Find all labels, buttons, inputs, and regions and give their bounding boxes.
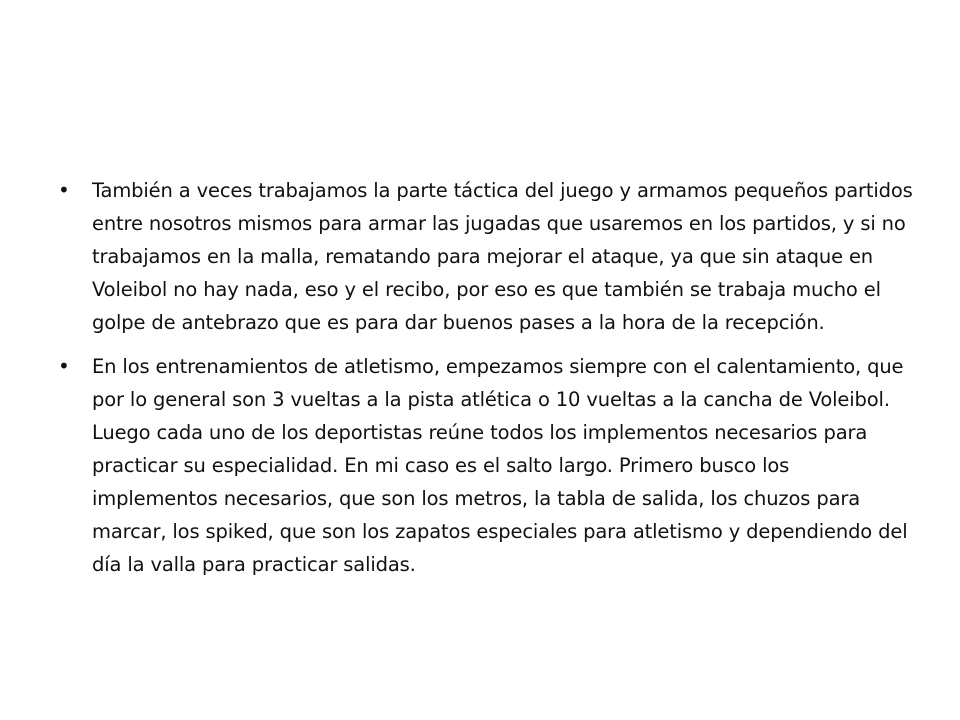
bullet-dot-icon: • <box>58 354 70 378</box>
bullet-text-athletics: En los entrenamientos de atletismo, empezamos siempre con el calentamiento, que por lo general son 3 vueltas a la pista atlética o 10 vueltas a la cancha de Voleibol. Luego cada uno de los deportistas reúne todos los implementos necesarios para practicar su especialidad. En mi caso es el salto largo. Primero busco los implementos necesarios, que son los metros, la tabla de salida, los chuzos para marcar, los spiked, que son los zapatos especiales para atletismo y dependiendo del día la valla para practicar salidas. <box>92 355 908 576</box>
bullet-item-tactics <box>58 174 916 339</box>
bullet-list <box>58 174 916 592</box>
bullet-item-athletics <box>58 350 916 581</box>
bullet-text-tactics: También a veces trabajamos la parte táctica del juego y armamos pequeños partidos entre nosotros mismos para armar las jugadas que usaremos en los partidos, y si no trabajamos en la malla, rematando para mejorar el ataque, ya que sin ataque en Voleibol no hay nada, eso y el recibo, por eso es que también se trabaja mucho el golpe de antebrazo que es para dar buenos pases a la hora de la recepción. <box>92 179 913 334</box>
bullet-dot-icon: • <box>58 178 70 202</box>
